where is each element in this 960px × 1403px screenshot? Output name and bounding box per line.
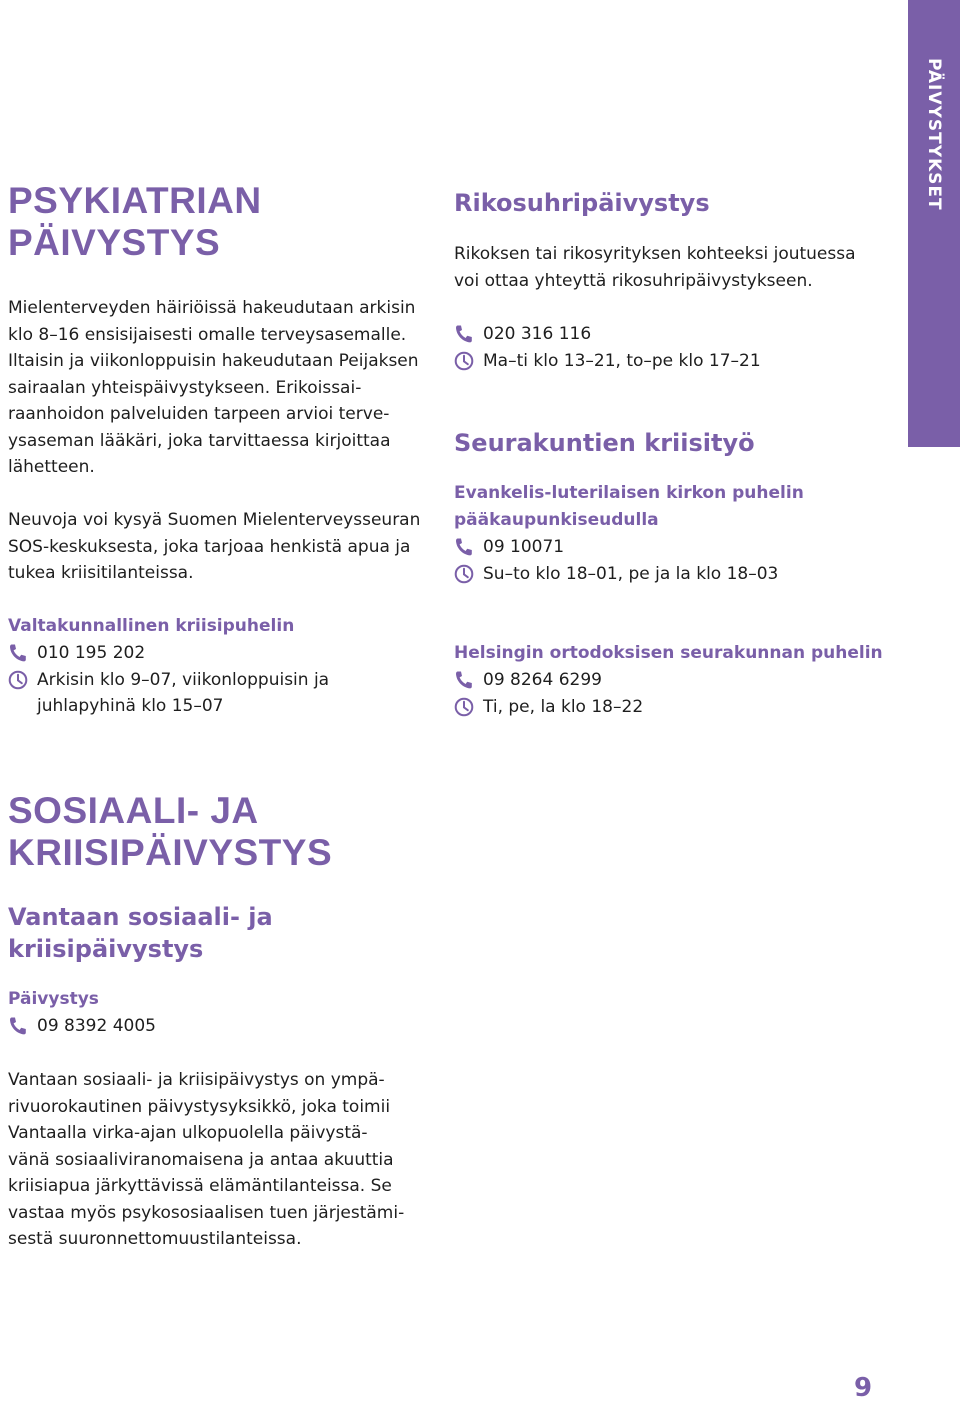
phone-icon — [454, 537, 474, 557]
title-line: SOSIAALI- JA — [8, 790, 259, 831]
phone-icon — [454, 324, 474, 344]
social-duty — [8, 986, 458, 1040]
lutheran-hours — [454, 561, 894, 588]
text-line: raanhoidon palveluiden tarpeen arvioi terve- — [8, 404, 390, 424]
text-line: vastaa myös psykososiaalisen tuen järjestämi- — [8, 1202, 405, 1223]
parish-section — [454, 427, 894, 459]
social-title — [8, 790, 458, 874]
phone-icon — [8, 1016, 28, 1036]
orthodox-hours — [454, 694, 904, 721]
social-subtitle — [8, 901, 458, 965]
text-line: Vantaan sosiaali- ja kriisipäivystys on ympä- — [8, 1070, 385, 1090]
crime-victim-text — [454, 241, 894, 294]
text-line: voi ottaa yhteyttä rikosuhripäivystykseen. — [454, 270, 813, 291]
text-line: sairaalan yhteispäivystykseen. Erikoissai- — [8, 377, 362, 398]
lutheran-heading — [454, 480, 894, 534]
phone-icon — [454, 670, 474, 690]
subtitle-line: Vantaan sosiaali- ja — [8, 903, 273, 931]
hours-line: juhlapyhinä klo 15–07 — [37, 696, 224, 716]
text-line: ysaseman lääkäri, joka tarvittaessa kirjoittaa — [8, 430, 391, 451]
clock-icon — [454, 351, 474, 371]
clock-icon — [454, 564, 474, 584]
phone-number[interactable]: 010 195 202 — [37, 643, 146, 663]
section-tab-label: PÄIVYSTYKSET — [924, 58, 944, 211]
text-line: Iltaisin ja viikonloppuisin hakeudutaan Peijaksen — [8, 351, 419, 371]
text-line: sestä suuronnettomuustilanteissa. — [8, 1229, 302, 1249]
phone-number[interactable]: 09 8264 6299 — [483, 670, 602, 690]
opening-hours: Ti, pe, la klo 18–22 — [483, 696, 644, 717]
crime-victim-title: Rikosuhripäivystys — [454, 189, 710, 217]
opening-hours: Su–to klo 18–01, pe ja la klo 18–03 — [483, 563, 779, 584]
social-text — [8, 1067, 458, 1253]
text-line: Mielenterveyden häiriöissä hakeudutaan arkisin — [8, 298, 416, 318]
heading-line: Evankelis-luterilaisen kirkon puhelin — [454, 483, 804, 503]
hours-line: Arkisin klo 9–07, viikonloppuisin ja — [37, 669, 330, 690]
text-line: lähetteen. — [8, 457, 95, 477]
text-line: Rikoksen tai rikosyrityksen kohteeksi joutuessa — [454, 244, 856, 264]
text-line: kriisiapua järkyttävissä elämäntilanteissa. Se — [8, 1176, 392, 1196]
text-line: rivuorokautinen päivystysyksikkö, joka toimii — [8, 1096, 391, 1117]
phone-number[interactable]: 09 10071 — [483, 537, 565, 557]
crime-victim-hours — [454, 348, 894, 375]
phone-number[interactable]: 09 8392 4005 — [37, 1016, 156, 1036]
opening-hours — [37, 667, 329, 720]
national-crisis-line — [8, 613, 438, 720]
phone-number[interactable]: 020 316 116 — [483, 324, 592, 344]
duty-phone — [8, 1013, 458, 1040]
crime-victim-contact — [454, 321, 894, 374]
text-line: SOS-keskuksesta, joka tarjoaa henkistä apua ja — [8, 536, 411, 557]
clock-icon — [454, 697, 474, 717]
title-line: PSYKIATRIAN — [8, 180, 262, 221]
phone-icon — [8, 643, 28, 663]
vantaa-crisis-title — [8, 901, 458, 965]
psychiatry-title — [8, 180, 438, 264]
text-line: vänä sosiaaliviranomaisena ja antaa akuuttia — [8, 1149, 394, 1170]
national-crisis-hours — [8, 667, 438, 720]
orthodox-line — [454, 640, 904, 720]
text-line: tukea kriisitilanteissa. — [8, 563, 194, 583]
lutheran-phone — [454, 534, 894, 561]
crime-victim-section — [454, 187, 894, 219]
text-line: klo 8–16 ensisijaisesti omalle terveysasemalle. — [8, 324, 407, 345]
social-section — [8, 790, 458, 874]
subtitle-line: kriisipäivystys — [8, 935, 204, 963]
lutheran-line — [454, 480, 894, 587]
section-tab — [908, 0, 960, 447]
heading-line: pääkaupunkiseudulla — [454, 510, 659, 530]
psychiatry-section — [8, 180, 438, 264]
opening-hours: Ma–ti klo 13–21, to–pe klo 17–21 — [483, 350, 761, 371]
crime-victim-phone — [454, 321, 894, 348]
title-line: PÄIVYSTYS — [8, 222, 221, 263]
psychiatry-advice — [8, 507, 438, 587]
national-crisis-phone — [8, 640, 438, 667]
parish-title: Seurakuntien kriisityö — [454, 429, 755, 457]
text-line: Neuvoja voi kysyä Suomen Mielenterveysseuran — [8, 510, 421, 530]
duty-heading: Päivystys — [8, 989, 99, 1009]
orthodox-heading: Helsingin ortodoksisen seurakunnan puhelin — [454, 643, 883, 663]
title-line: KRIISIPÄIVYSTYS — [8, 832, 333, 873]
orthodox-phone — [454, 667, 904, 694]
psychiatry-intro — [8, 295, 438, 481]
page-number: 9 — [854, 1373, 873, 1403]
national-crisis-heading: Valtakunnallinen kriisipuhelin — [8, 616, 295, 636]
text-line: Vantaalla virka-ajan ulkopuolella päivystä- — [8, 1123, 368, 1143]
clock-icon — [8, 670, 28, 690]
